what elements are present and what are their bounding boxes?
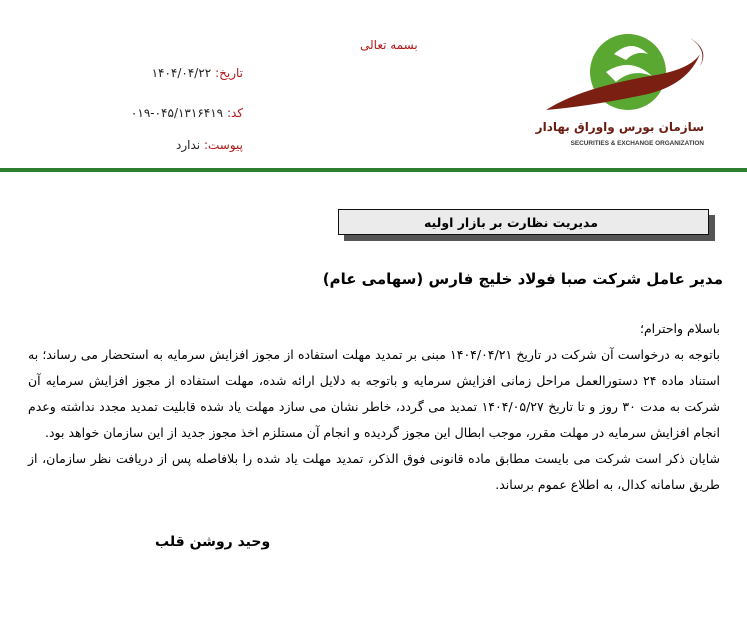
attachment-value: ندارد: [176, 138, 201, 152]
logo-name-fa: سازمان بورس واوراق بهادار: [535, 120, 704, 134]
bismillah-heading: بسمه تعالی: [360, 38, 418, 52]
attachment-label: پیوست:: [203, 138, 243, 152]
date-label: تاریخ:: [215, 66, 243, 80]
header-divider: [0, 168, 747, 172]
code-value: ۰۴۵/۱۳۱۶۴۱۹-۰۱۹: [130, 106, 224, 120]
date-value: ۱۴۰۴/۰۴/۲۲: [151, 66, 212, 80]
logo-emblem-icon: [540, 24, 712, 124]
body-paragraph-2: شایان ذکر است شرکت می بایست مطابق ماده قانونی فوق الذکر، تمدید مهلت یاد شده را بلافاصله پس از دریافت نظر سازمان، از طریق سامانه کدال، به اطلاع عموم برساند.: [28, 451, 720, 492]
department-title: مدیریت نظارت بر بازار اولیه: [423, 215, 598, 230]
body-paragraph-1: باتوجه به درخواست آن شرکت در تاریخ ۱۴۰۴/۰۴/۲۱ مبنی بر تمدید مهلت استفاده از مجوز افزایش سرمایه به استحضار می رساند؛ به استناد ماده ۲۴ دستورالعمل مراحل زمانی افزایش سرمایه و باتوجه به دلایل ارائه شده، مهلت استفاده از مجوز افزایش سرمایه آن شرکت به مدت ۳۰ روز و تا تاریخ ۱۴۰۴/۰۵/۲۷ تمدید می گردد، خاطر نشان می سازد مهلت یاد شده قابلیت تمدید مجدد نداشته وعدم انجام افزایش سرمایه در مهلت مقرر، موجب ابطال این مجوز گردیده و انجام آن مستلزم اخذ مجوز جدید از این سازمان خواهد بود.: [28, 347, 721, 440]
letter-body: [28, 316, 720, 498]
recipient-heading: مدیر عامل شرکت صبا فولاد خلیج فارس (سهامی عام): [322, 270, 723, 288]
code-field: [131, 106, 243, 120]
code-label: کد:: [226, 106, 243, 120]
signature-name: وحید روشن قلب: [155, 534, 271, 550]
date-field: [152, 66, 243, 80]
logo-name-en: SECURITIES & EXCHANGE ORGANIZATION: [570, 140, 704, 147]
attachment-field: [176, 138, 243, 152]
greeting: باسلام واحترام؛: [639, 321, 720, 336]
organization-logo: [535, 24, 712, 152]
department-box: [338, 209, 709, 235]
